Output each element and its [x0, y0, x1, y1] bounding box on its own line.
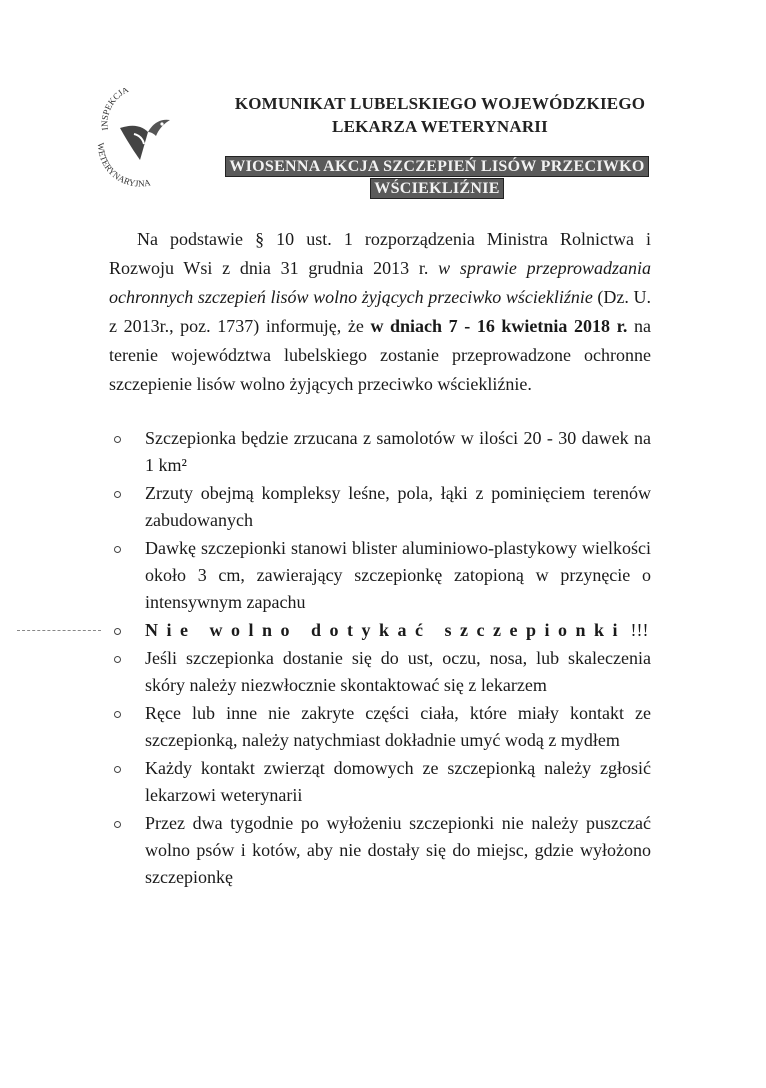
- list-item: Szczepionka będzie zrzucana z samolotów w ilości 20 - 30 dawek na 1 km²: [109, 425, 651, 479]
- intro-text-1: Na podstawie § 10 ust. 1 rozporządzenia Ministra Rolnictwa i Rozwoju Wsi z dnia 31 grudnia 2013 r.: [109, 229, 651, 278]
- list-item: Dawkę szczepionki stanowi blister aluminiowo-plastykowy wielkości około 3 cm, zawierający szczepionkę zatopioną w przynęcie o intensywnym zapachu: [109, 535, 651, 616]
- inspection-logo: [90, 88, 190, 188]
- logo-bottom-text: WETERYNARYJNA: [95, 142, 152, 188]
- header-line-2: LEKARZA WETERYNARII: [332, 117, 548, 136]
- subtitle-line-1: WIOSENNA AKCJA SZCZEPIEŃ LISÓW PRZECIWKO: [225, 156, 648, 177]
- dashed-leader: [17, 630, 101, 631]
- intro-regulation-title: w sprawie przeprowadzania ochronnych szczepień lisów wolno żyjących przeciwko wściekliźnie: [109, 258, 651, 307]
- bullet-icon: [114, 656, 121, 663]
- header-line-1: KOMUNIKAT LUBELSKIEGO WOJEWÓDZKIEGO: [234, 94, 646, 113]
- bullet-icon: [114, 711, 121, 718]
- logo-top-text: INSPEKCJA: [99, 88, 131, 132]
- intro-text-3: na terenie województwa lubelskiego zostanie przeprowadzone ochronne szczepienie lisów wolno żyjących przeciwko wściekliźnie.: [109, 316, 651, 394]
- list-item: Każdy kontakt zwierząt domowych ze szczepionką należy zgłosić lekarzowi weterynarii: [109, 755, 651, 809]
- bullet-icon: [114, 628, 121, 635]
- bullet-icon: [114, 491, 121, 498]
- list-item: Ręce lub inne nie zakryte części ciała, które miały kontakt ze szczepionką, należy natychmiast dokładnie umyć wodą z mydłem: [109, 700, 651, 754]
- bullet-icon: [114, 436, 121, 443]
- list-item: Zrzuty obejmą kompleksy leśne, pola, łąki z pominięciem terenów zabudowanych: [109, 480, 651, 534]
- intro-paragraph: [109, 225, 651, 399]
- bullet-icon: [114, 546, 121, 553]
- bullet-icon: [114, 821, 121, 828]
- subtitle-banner: [202, 156, 672, 200]
- intro-dates: w dniach 7 - 16 kwietnia 2018 r.: [370, 316, 628, 336]
- subtitle-line-2: WŚCIEKLIŹNIE: [370, 178, 503, 199]
- bullet-list: [109, 425, 651, 892]
- bullet-icon: [114, 766, 121, 773]
- list-item: Jeśli szczepionka dostanie się do ust, oczu, nosa, lub skaleczenia skóry należy niezwłocznie skontaktować się z lekarzem: [109, 645, 651, 699]
- intro-text-2: (Dz. U. z 2013r., poz. 1737) informuję, że: [109, 287, 652, 336]
- list-item: Przez dwa tygodnie po wyłożeniu szczepionki nie należy puszczać wolno psów i kotów, aby nie dostały się do miejsc, gdzie wyłożono szczepionkę: [109, 810, 651, 891]
- header-title: [200, 92, 680, 138]
- list-item-warning: Nie wolno dotykać szczepionki !!!: [109, 617, 651, 644]
